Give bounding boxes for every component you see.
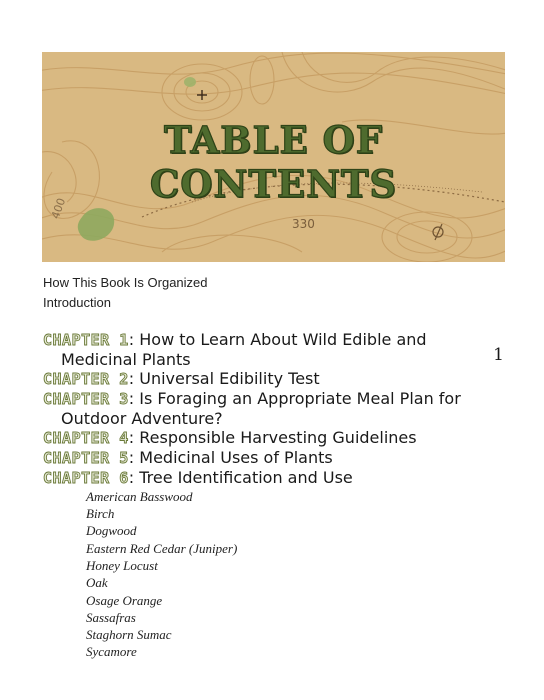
toc-subentry-tree[interactable]: Sycamore [86, 644, 137, 659]
chapter-label: CHAPTER 1 [43, 331, 129, 349]
chapter-title-continued: Medicinal Plants [61, 350, 191, 369]
chapter-title: : Medicinal Uses of Plants [128, 448, 333, 467]
chapter-title: : How to Learn About Wild Edible and [128, 330, 427, 349]
toc-subentry-tree[interactable]: Oak [86, 575, 108, 590]
toc-entry-chapter-3[interactable] [43, 389, 513, 428]
map-elevation-label: 400 [48, 196, 69, 221]
toc-entry-front-matter[interactable]: How This Book Is Organized [43, 275, 208, 290]
toc-subentry-tree[interactable]: Osage Orange [86, 593, 163, 608]
chapter-title: : Universal Edibility Test [128, 369, 320, 388]
chapter-label: CHAPTER 5 [43, 449, 129, 467]
toc-entry-chapter-4[interactable] [43, 428, 513, 448]
toc-subentry-tree[interactable]: American Basswood [86, 489, 193, 504]
toc-entry-chapter-6[interactable] [43, 468, 513, 488]
page-number: 1 [493, 345, 504, 365]
chapter-title-continued: Outdoor Adventure? [61, 409, 223, 428]
page-title: TABLE OF CONTENTS [149, 118, 398, 206]
map-elevation-label: 330 [292, 217, 315, 231]
chapter-title: : Is Foraging an Appropriate Meal Plan for [128, 389, 461, 408]
chapter-label: CHAPTER 2 [43, 370, 129, 388]
toc-entry-front-matter[interactable]: Introduction [43, 295, 111, 310]
topographic-map-banner [42, 52, 505, 262]
chapter-title: : Tree Identification and Use [128, 468, 353, 487]
toc-subentry-tree[interactable]: Honey Locust [86, 558, 158, 573]
toc-entry-chapter-5[interactable] [43, 448, 513, 468]
toc-entry-chapter-2[interactable] [43, 369, 513, 389]
toc-subentry-tree[interactable]: Dogwood [86, 523, 137, 538]
toc-subentry-tree[interactable]: Eastern Red Cedar (Juniper) [86, 541, 238, 556]
chapter-label: CHAPTER 6 [43, 469, 129, 487]
chapter-label: CHAPTER 3 [43, 390, 129, 408]
toc-entry-chapter-1[interactable] [43, 330, 513, 369]
toc-subentry-tree[interactable]: Sassafras [86, 610, 136, 625]
toc-subentry-tree[interactable]: Staghorn Sumac [86, 627, 172, 642]
chapter-label: CHAPTER 4 [43, 429, 129, 447]
toc-subentry-tree[interactable]: Birch [86, 506, 115, 521]
chapter-title: : Responsible Harvesting Guidelines [128, 428, 417, 447]
